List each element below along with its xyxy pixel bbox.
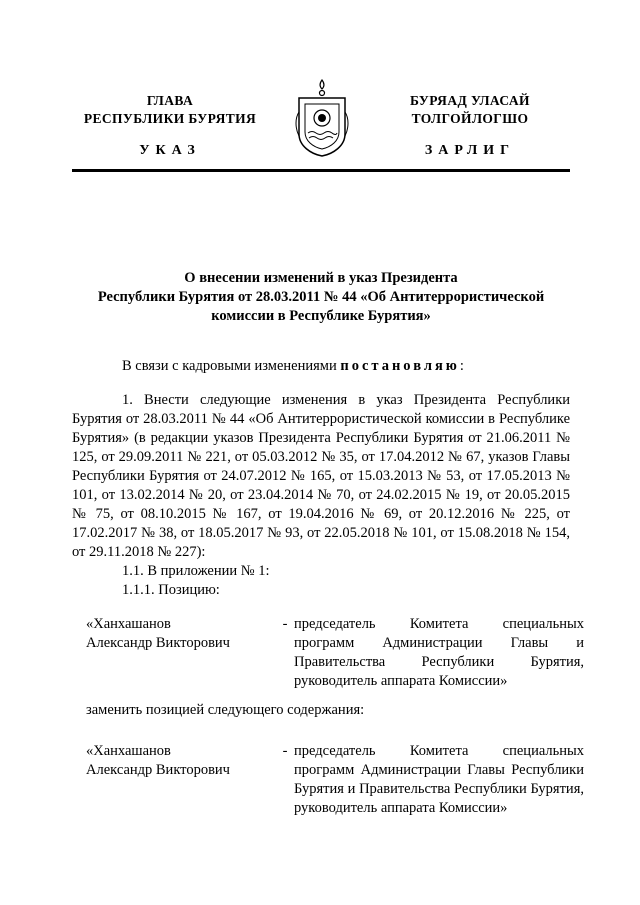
intro-prefix: В связи с кадровыми изменениями bbox=[122, 358, 341, 374]
old-name-line1: «Ханхашанов bbox=[86, 616, 171, 632]
intro-paragraph bbox=[72, 357, 570, 376]
header-left-line2: РЕСПУБЛИКИ БУРЯТИЯ bbox=[83, 111, 257, 126]
coat-of-arms-emblem bbox=[293, 78, 351, 158]
old-position-description: председатель Комитета специальных программ Администрации Главы и Правительства Республики Бурятия, руководитель аппарата Комиссии» bbox=[294, 616, 584, 689]
new-name-line1: «Ханхашанов bbox=[86, 743, 171, 759]
header-right-line1: БУРЯАД УЛАСАЙ bbox=[410, 93, 530, 108]
new-position-row bbox=[86, 742, 584, 818]
title-line3: комиссии в Республике Бурятия» bbox=[211, 308, 431, 324]
header-right-line2: ТОЛГОЙЛОГШО bbox=[411, 111, 529, 126]
new-position-dash: - bbox=[282, 743, 288, 759]
intro-emphasis: постановляю bbox=[340, 358, 460, 374]
new-name-line2: Александр Викторович bbox=[86, 762, 230, 778]
document-title bbox=[72, 269, 570, 326]
item-1-1-1: 1.1.1. Позицию: bbox=[122, 582, 220, 598]
new-position-description: председатель Комитета специальных программ Администрации Главы Республики Бурятия и Правительства Республики Бурятия, руководитель аппарата Комиссии» bbox=[294, 743, 584, 816]
title-line2: Республики Бурятия от 28.03.2011 № 44 «Об Антитеррористической bbox=[97, 289, 545, 305]
replace-instruction: заменить позицией следующего содержания: bbox=[86, 702, 365, 718]
title-line1: О внесении изменений в указ Президента bbox=[184, 270, 458, 286]
old-position-dash: - bbox=[282, 616, 288, 632]
header-right bbox=[370, 92, 570, 128]
old-position-row bbox=[86, 615, 584, 691]
header-left-line1: ГЛАВА bbox=[146, 93, 194, 108]
new-position-name bbox=[86, 742, 276, 818]
header-left bbox=[70, 92, 270, 128]
item-1-1: 1.1. В приложении № 1: bbox=[122, 563, 270, 579]
paragraph-1: 1. Внести следующие изменения в указ Президента Республики Бурятия от 28.03.2011 № 44 «Об Антитеррористической комиссии в Республике Бурятия» (в редакции указов Президента Республики Бурятия от 21.06.2011 № 125, от 29.09.2011 № 221, от 05.03.2012 № 35, от 17.04.2012 № 67, указов Главы Республики Бурятия от 24.07.2012 № 165, от 15.03.2013 № 53, от 17.05.2013 № 101, от 13.02.2014 № 20, от 23.04.2014 № 70, от 24.02.2015 № 19, от 20.05.2015 № 75, от 08.10.2015 № 167, от 19.04.2016 № 69, от 20.12.2016 № 225, от 17.02.2017 № 38, от 18.05.2017 № 93, от 22.05.2018 № 101, от 15.08.2018 № 154, от 29.11.2018 № 227): bbox=[72, 392, 570, 560]
old-position-name bbox=[86, 615, 276, 691]
header-divider bbox=[72, 169, 570, 172]
doc-type-left: УКАЗ bbox=[139, 143, 201, 158]
doc-type-right: ЗАРЛИГ bbox=[424, 143, 516, 158]
old-name-line2: Александр Викторович bbox=[86, 635, 230, 651]
intro-suffix: : bbox=[459, 358, 464, 374]
